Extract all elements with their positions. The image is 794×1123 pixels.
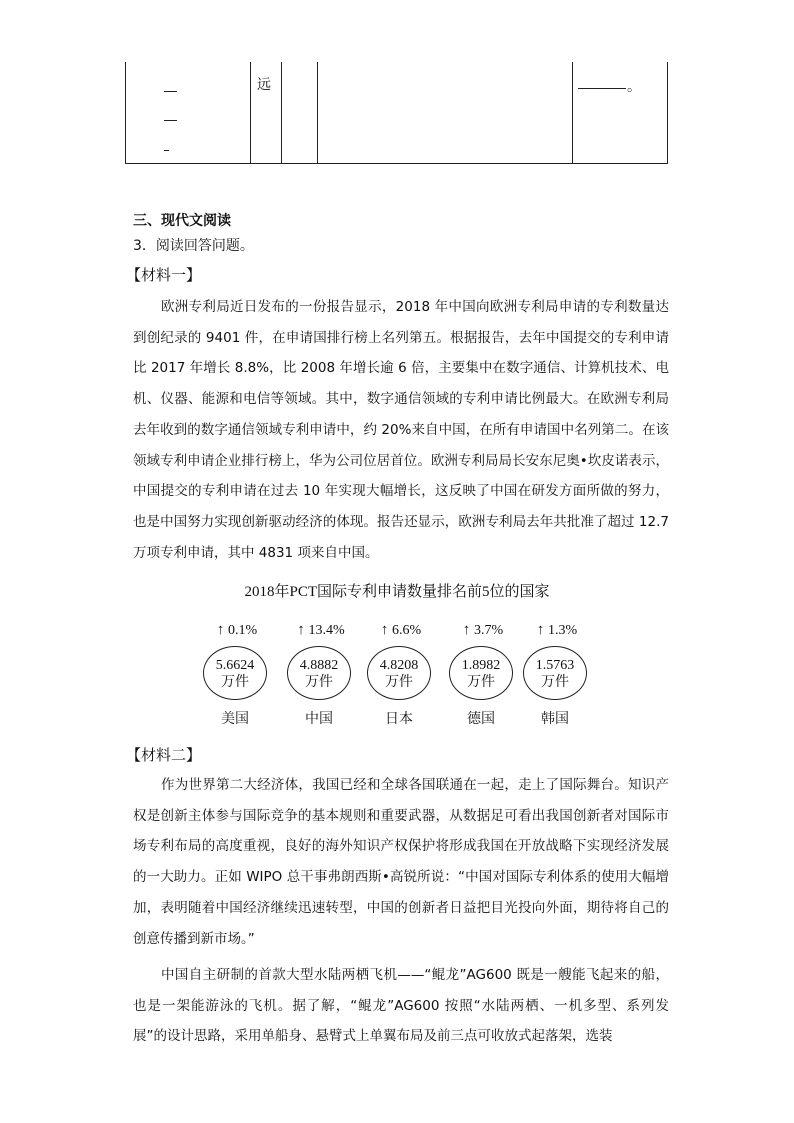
- answer-table: [125, 62, 668, 164]
- bubble-value: 4.8882: [299, 658, 339, 673]
- country-name: 中国: [305, 711, 333, 727]
- material-one-paragraph: 欧洲专利局近日发布的一份报告显示，2018 年中国向欧洲专利局申请的专利数量达到创纪录的 9401 件，在申请国排行榜上名列第五。根据报告，去年中国提交的专利申请比 2017 年增长 8.8%，比 2008 年增长逾 6 倍，主要集中在数字通信、计算机技术、电机、仪器、能源和电信等领域。其中，数字通信领域的专利申请比例最大。在欧洲专利局去年收到的数字通信领域专利申请中，约 20%来自中国，在所有申请国中名列第二。在该领域专利申请企业排行榜上，华为公司位居首位。欧洲专利局局长安东尼奥•坎皮诺表示，中国提交的专利申请在过去 10 年实现大幅增长，这反映了中国在研发方面所做的努力，也是中国努力实现创新驱动经济的体现。报告还显示，欧洲专利局去年共批准了超过 12.7 万项专利申请，其中 4831 项来自中国。: [133, 299, 669, 561]
- blank-dash: [164, 150, 169, 151]
- blank-dash: [164, 120, 177, 121]
- question-prompt: 3．阅读回答问题。: [133, 238, 254, 254]
- material-two-paragraph-1: 作为世界第二大经济体，我国已经和全球各国联通在一起，走上了国际舞台。知识产权是创新主体参与国际竞争的基本规则和重要武器，从数据足可看出我国创新者对国际市场专利布局的高度重视，良好的海外知识产权保护将形成我国在开放战略下实现经济发展的一大助力。正如 WIPO 总干事弗朗西斯•高锐所说：“中国对国际专利体系的使用大幅增加，表明随着中国经济继续迅速转型，中国的创新者日益把目光投向外面，期待将自己的创意传播到新市场。”: [133, 777, 669, 947]
- value-bubble: [523, 646, 587, 700]
- up-arrow-icon: ↑: [380, 622, 393, 638]
- up-arrow-icon: ↑: [462, 622, 475, 638]
- chart-title: 2018年PCT国际专利申请数量排名前5位的国家: [244, 584, 550, 600]
- material-two-label: 【材料二】: [126, 746, 202, 764]
- table-cell: [250, 62, 282, 163]
- answer-blank-line: [578, 88, 626, 89]
- up-arrow-icon: ↑: [536, 622, 549, 638]
- growth-label: [286, 622, 356, 639]
- up-arrow-icon: ↑: [216, 622, 229, 638]
- table-cell: [126, 62, 251, 163]
- bubble-value: 1.5763: [535, 658, 575, 673]
- bubble-value: 5.6624: [215, 658, 255, 673]
- growth-value: 13.4%: [308, 623, 345, 638]
- bubble-unit: 万件: [221, 675, 249, 690]
- section-heading: 三、现代文阅读: [133, 213, 231, 229]
- country-name: 日本: [385, 711, 413, 727]
- table-cell: [281, 62, 318, 163]
- blank-dash: [164, 91, 177, 92]
- bubble-value: 4.8208: [379, 658, 419, 673]
- growth-label: [448, 622, 518, 639]
- value-bubble: [203, 646, 267, 700]
- bubble-value: 1.8982: [461, 658, 501, 673]
- bubble-unit: 万件: [541, 675, 569, 690]
- growth-value: 0.1%: [228, 623, 258, 638]
- table-cell-char: 远: [257, 77, 271, 93]
- material-two-paragraph-2: 中国自主研制的首款大型水陆两栖飞机——“鲲龙”AG600 既是一艘能飞起来的船，也是一架能游泳的飞机。据了解，“鲲龙”AG600 按照“水陆两栖、一机多型、系列发展”的设计思路，采用单船身、悬臂式上单翼布局及前三点可收放式起落架，选装: [133, 967, 669, 1045]
- country-name: 美国: [221, 711, 249, 727]
- value-bubble: [449, 646, 513, 700]
- table-cell: [317, 62, 573, 163]
- growth-label: [202, 622, 272, 639]
- bubble-unit: 万件: [385, 675, 413, 690]
- bubble-unit: 万件: [467, 675, 495, 690]
- up-arrow-icon: ↑: [297, 622, 309, 638]
- value-bubble: [367, 646, 431, 700]
- country-name: 韩国: [541, 711, 569, 727]
- growth-label: [366, 622, 436, 639]
- growth-value: 3.7%: [474, 623, 504, 638]
- growth-label: [522, 622, 592, 639]
- growth-value: 6.6%: [392, 623, 422, 638]
- bubble-unit: 万件: [305, 675, 333, 690]
- value-bubble: [287, 646, 351, 700]
- country-name: 德国: [467, 711, 495, 727]
- growth-value: 1.3%: [548, 623, 578, 638]
- material-one-label: 【材料一】: [126, 266, 202, 284]
- table-blank-period: 。: [627, 79, 641, 95]
